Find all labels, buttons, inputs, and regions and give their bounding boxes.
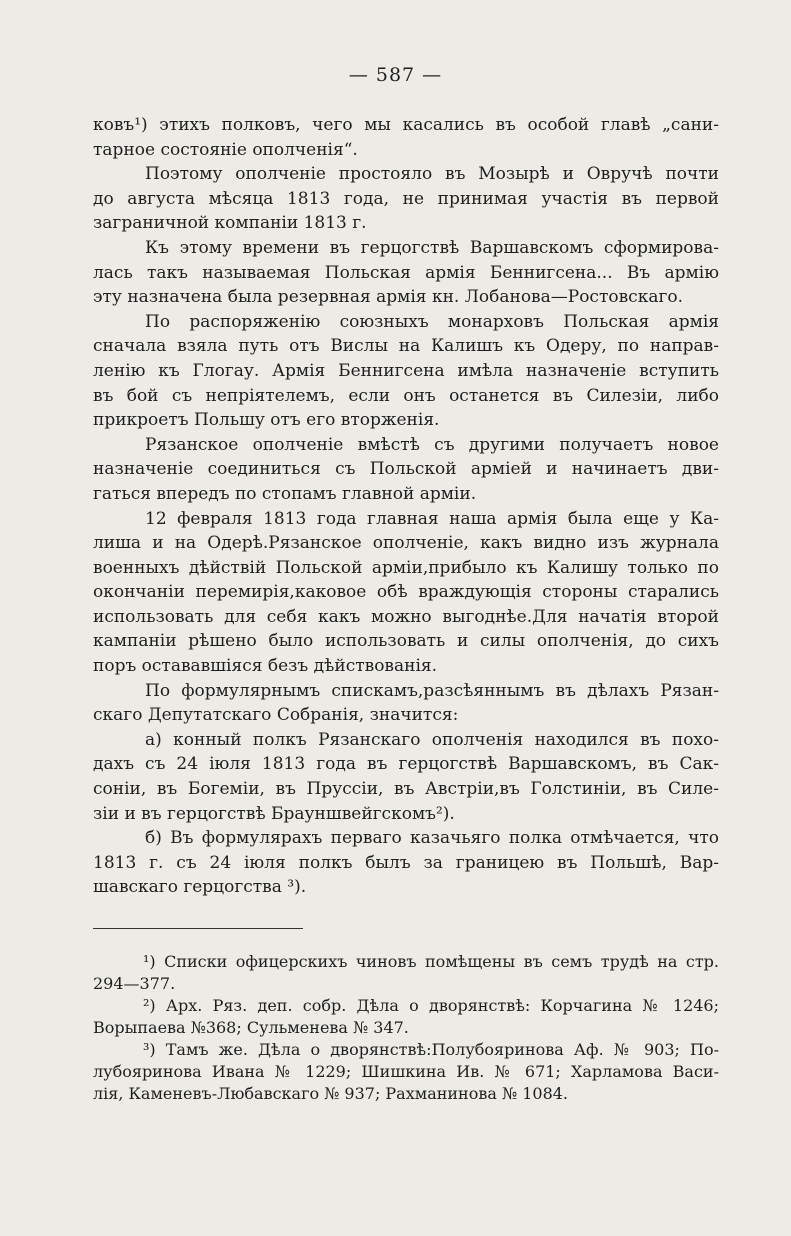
footnote-line: ³) Тамъ же. Дѣла о дворянствѣ:Полубояринова Аф. № 903; По-: [143, 1040, 719, 1059]
text-line: лась такъ называемая Польская армія Беннигсена... Въ армію: [93, 262, 719, 283]
text-line: въ бой съ непріятелемъ, если онъ останется въ Силезіи, либо: [93, 385, 719, 406]
text-line: зіи и въ герцогствѣ Брауншвейгскомъ²).: [93, 803, 455, 824]
footnote-line: ¹) Списки офицерскихъ чиновъ помѣщены въ семъ трудѣ на стр.: [143, 952, 719, 971]
text-line: окончаніи перемирія,каковое обѣ враждующія стороны старались: [93, 582, 719, 603]
text-line: Поэтому ополченіе простояло въ Мозырѣ и Овручѣ почти: [145, 164, 719, 185]
footnote-line: лубояринова Ивана № 1229; Шишкина Ив. № 671; Харламова Васи-: [93, 1062, 719, 1081]
footnote-line: 294—377.: [93, 974, 176, 993]
text-line: поръ остававшіяся безъ дѣйствованія.: [93, 656, 438, 677]
text-line: эту назначена была резервная армія кн. Лобанова—Ростовскаго.: [93, 287, 683, 308]
text-line: а) конный полкъ Рязанскаго ополченія находился въ похо-: [145, 729, 719, 750]
text-line: тарное состояніе ополченія“.: [93, 139, 358, 160]
text-line: По формулярнымъ спискамъ,разсѣяннымъ въ дѣлахъ Рязан-: [145, 680, 719, 701]
text-line: гаться впередъ по стопамъ главной арміи.: [93, 483, 477, 504]
footnotes: [93, 951, 719, 1105]
footnote-line: лія, Каменевъ-Любавскаго № 937; Рахманинова № 1084.: [93, 1084, 569, 1103]
text-line: скаго Депутатскаго Собранія, значится:: [93, 705, 459, 726]
text-line: Рязанское ополченіе вмѣстѣ съ другими получаетъ новое: [145, 434, 719, 455]
text-line: ленію къ Глогау. Армія Беннигсена имѣла назначеніе вступить: [93, 360, 719, 381]
text-line: военныхъ дѣйствій Польской арміи,прибыло къ Калишу только по: [93, 557, 719, 578]
text-line: сначала взяла путь отъ Вислы на Калишъ къ Одеру, по направ-: [93, 336, 719, 357]
footnote-line: Ворыпаева №368; Сульменева № 347.: [93, 1018, 409, 1037]
text-line: соніи, въ Богеміи, въ Пруссіи, въ Австріи,въ Голстиніи, въ Силе-: [93, 779, 719, 800]
text-line: По распоряженію союзныхъ монарховъ Польская армія: [145, 311, 719, 332]
text-line: ковъ¹) этихъ полковъ, чего мы касались въ особой главѣ „сани-: [93, 115, 719, 135]
page-number: — 587 —: [348, 64, 443, 86]
text-line: прикроетъ Польшу отъ его вторженія.: [93, 410, 440, 431]
footnote-line: ²) Арх. Ряз. деп. собр. Дѣла о дворянствѣ: Корчагина № 1246;: [143, 996, 719, 1015]
text-line: б) Въ формулярахъ перваго казачьяго полка отмѣчается, что: [145, 828, 719, 849]
text-line: дахъ съ 24 іюля 1813 года въ герцогствѣ Варшавскомъ, въ Сак-: [93, 754, 719, 775]
main-text: [93, 113, 719, 900]
text-line: до августа мѣсяца 1813 года, не принимая участія въ первой: [93, 188, 719, 209]
footnote-divider: [93, 928, 303, 929]
text-line: кампаніи рѣшено было использовать и силы ополченія, до сихъ: [93, 631, 719, 652]
text-line: заграничной компаніи 1813 г.: [93, 213, 367, 234]
text-line: 12 февраля 1813 года главная наша армія была еще у Ка-: [145, 508, 719, 529]
text-line: Къ этому времени въ герцогствѣ Варшавскомъ сформирова-: [145, 237, 719, 258]
text-line: лиша и на Одерѣ.Рязанское ополченіе, какъ видно изъ журнала: [93, 533, 719, 554]
text-line: использовать для себя какъ можно выгоднѣе.Для начатія второй: [93, 606, 719, 627]
text-line: шавскаго герцогства ³).: [93, 877, 307, 898]
text-line: назначеніе соединиться съ Польской арміей и начинаетъ дви-: [93, 459, 719, 480]
text-line: 1813 г. съ 24 іюля полкъ былъ за границею въ Польшѣ, Вар-: [93, 852, 719, 873]
